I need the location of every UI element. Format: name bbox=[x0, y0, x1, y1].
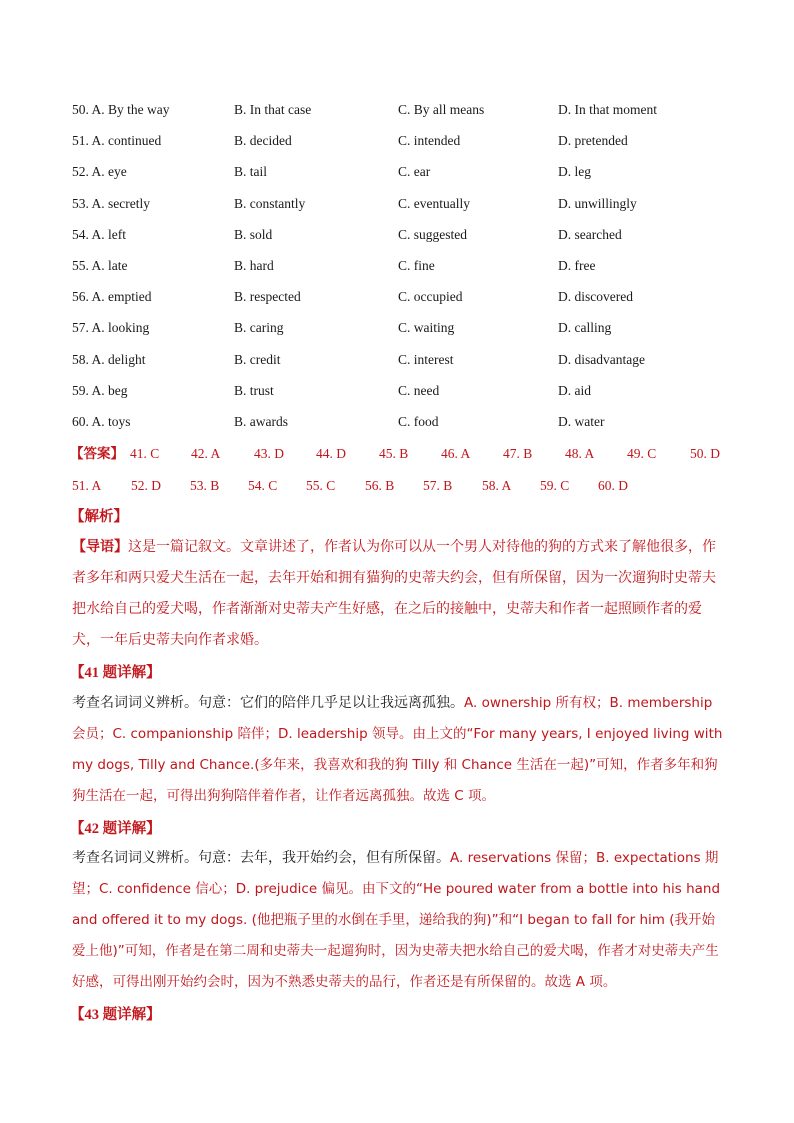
option-row bbox=[72, 317, 732, 348]
option-b: B. sold bbox=[234, 226, 273, 242]
q42-detail: A. reservations 保留；B. expectations 期望；C. confidence 信心；D. prejudice 偏见。由下文的“He poured water from a bottle into his hand and offered it to my dogs. (他把瓶子里的水倒在手里，递给我的狗)”和“I began to fall for him (我开始爱上他)”可知，作者是在第二周和史蒂夫一起遛狗时，因为史蒂夫把水给自己的爱犬喝，作者才对史蒂夫产生好感，可得出刚开始约会时，因为不熟悉史蒂夫的品行，作者还是有所保留的。故选 A 项。 bbox=[72, 850, 721, 990]
option-b: B. trust bbox=[234, 382, 274, 398]
option-row bbox=[72, 411, 732, 442]
option-d: D. free bbox=[558, 257, 596, 273]
answer-item: 41. C bbox=[130, 446, 160, 461]
q42-intro: 考查名词词义辨析。句意：去年，我开始约会，但有所保留。 bbox=[72, 850, 450, 866]
option-row bbox=[72, 130, 732, 161]
option-b: B. hard bbox=[234, 257, 274, 273]
answer-item: 56. B bbox=[365, 478, 395, 493]
option-a: 50. A. By the way bbox=[72, 102, 170, 117]
option-d: D. unwillingly bbox=[558, 195, 637, 211]
option-a: 58. A. delight bbox=[72, 351, 146, 367]
option-a: 57. A. looking bbox=[72, 320, 150, 336]
option-row bbox=[72, 193, 732, 224]
answer-item: 53. B bbox=[190, 478, 220, 493]
answer-label: 【答案】 bbox=[70, 446, 124, 461]
option-row bbox=[72, 224, 732, 255]
answer-item: 45. B bbox=[379, 446, 409, 461]
answer-item: 54. C bbox=[248, 478, 278, 493]
answer-item: 51. A bbox=[72, 478, 102, 493]
answer-item: 48. A bbox=[565, 446, 595, 461]
option-row bbox=[72, 99, 732, 130]
option-d: D. aid bbox=[558, 382, 591, 398]
option-row bbox=[72, 161, 732, 192]
guide-text: 这是一篇记叙文。文章讲述了，作者认为你可以从一个男人对待他的狗的方式来了解他很多，作者多年和两只爱犬生活在一起，去年开始和拥有猫狗的史蒂夫约会，但有所保留，因为一次遛狗时史蒂夫把水给自己的爱犬喝，作者渐渐对史蒂夫产生好感，在之后的接触中，史蒂夫和作者一起照顾作者的爱犬，一年后史蒂夫向作者求婚。 bbox=[72, 539, 716, 648]
option-b: B. respected bbox=[234, 289, 301, 305]
option-row bbox=[72, 349, 732, 380]
answer-item: 50. D bbox=[690, 446, 720, 461]
option-d: D. discovered bbox=[558, 289, 633, 305]
answer-item: 59. C bbox=[540, 478, 570, 493]
q43-heading: 【43 题详解】 bbox=[70, 1007, 161, 1023]
answer-item: 44. D bbox=[316, 446, 346, 461]
option-b: B. caring bbox=[234, 320, 284, 336]
option-c: C. need bbox=[398, 382, 440, 398]
option-b: B. In that case bbox=[234, 102, 312, 117]
option-c: C. interest bbox=[398, 351, 454, 367]
option-c: C. intended bbox=[398, 133, 461, 149]
option-a: 54. A. left bbox=[72, 226, 126, 242]
option-d: D. disadvantage bbox=[558, 351, 645, 367]
option-d: D. searched bbox=[558, 226, 622, 242]
option-b: B. awards bbox=[234, 413, 288, 429]
option-c: C. waiting bbox=[398, 320, 455, 336]
option-c: C. fine bbox=[398, 257, 435, 273]
option-row bbox=[72, 380, 732, 411]
option-a: 52. A. eye bbox=[72, 164, 127, 180]
q42-paragraph bbox=[72, 843, 724, 998]
option-a: 51. A. continued bbox=[72, 133, 162, 149]
option-b: B. tail bbox=[234, 164, 267, 180]
option-row bbox=[72, 286, 732, 317]
option-a: 53. A. secretly bbox=[72, 195, 150, 211]
option-c: C. occupied bbox=[398, 289, 463, 305]
answer-item: 52. D bbox=[131, 478, 161, 493]
option-d: D. In that moment bbox=[558, 102, 657, 117]
option-d: D. pretended bbox=[558, 133, 628, 149]
option-d: D. calling bbox=[558, 320, 612, 336]
option-d: D. leg bbox=[558, 164, 591, 180]
option-a: 55. A. late bbox=[72, 257, 128, 273]
answer-item: 60. D bbox=[598, 478, 628, 493]
answer-line-2 bbox=[72, 475, 732, 497]
option-a: 60. A. toys bbox=[72, 413, 131, 429]
answer-item: 46. A bbox=[441, 446, 471, 461]
option-b: B. constantly bbox=[234, 195, 306, 211]
q41-paragraph bbox=[72, 688, 724, 812]
option-b: B. credit bbox=[234, 351, 281, 367]
q41-intro: 考查名词词义辨析。句意：它们的陪伴几乎足以让我远离孤独。 bbox=[72, 695, 464, 711]
option-c: C. ear bbox=[398, 164, 431, 180]
option-d: D. water bbox=[558, 413, 605, 429]
option-a: 59. A. beg bbox=[72, 382, 128, 398]
q41-detail: A. ownership 所有权；B. membership 会员；C. companionship 陪伴；D. leadership 领导。由上文的“For many years, I enjoyed living with my dogs, Tilly and Chance.(多年来，我喜欢和我的狗 Tilly 和 Chance 生活在一起)”可知，作者多年和狗狗生活在一起，可得出狗狗陪伴着作者，让作者远离孤独。故选 C 项。 bbox=[72, 695, 723, 804]
option-c: C. eventually bbox=[398, 195, 470, 211]
option-row bbox=[72, 255, 732, 286]
option-b: B. decided bbox=[234, 133, 292, 149]
answer-item: 49. C bbox=[627, 446, 657, 461]
option-c: C. suggested bbox=[398, 226, 467, 242]
answer-item: 42. A bbox=[191, 446, 221, 461]
answer-item: 43. D bbox=[254, 446, 284, 461]
answer-item: 58. A bbox=[482, 478, 512, 493]
option-a: 56. A. emptied bbox=[72, 289, 152, 305]
q42-heading: 【42 题详解】 bbox=[70, 821, 161, 837]
options-table bbox=[72, 99, 732, 442]
guide-label: 【导语】 bbox=[72, 539, 128, 555]
guide-paragraph bbox=[72, 532, 724, 656]
analysis-heading: 【解析】 bbox=[70, 509, 128, 525]
q41-heading: 【41 题详解】 bbox=[70, 665, 161, 681]
answer-item: 57. B bbox=[423, 478, 453, 493]
option-c: C. By all means bbox=[398, 102, 485, 117]
option-c: C. food bbox=[398, 413, 439, 429]
answer-line-1 bbox=[72, 443, 732, 465]
answer-item: 47. B bbox=[503, 446, 533, 461]
answer-item: 55. C bbox=[306, 478, 336, 493]
